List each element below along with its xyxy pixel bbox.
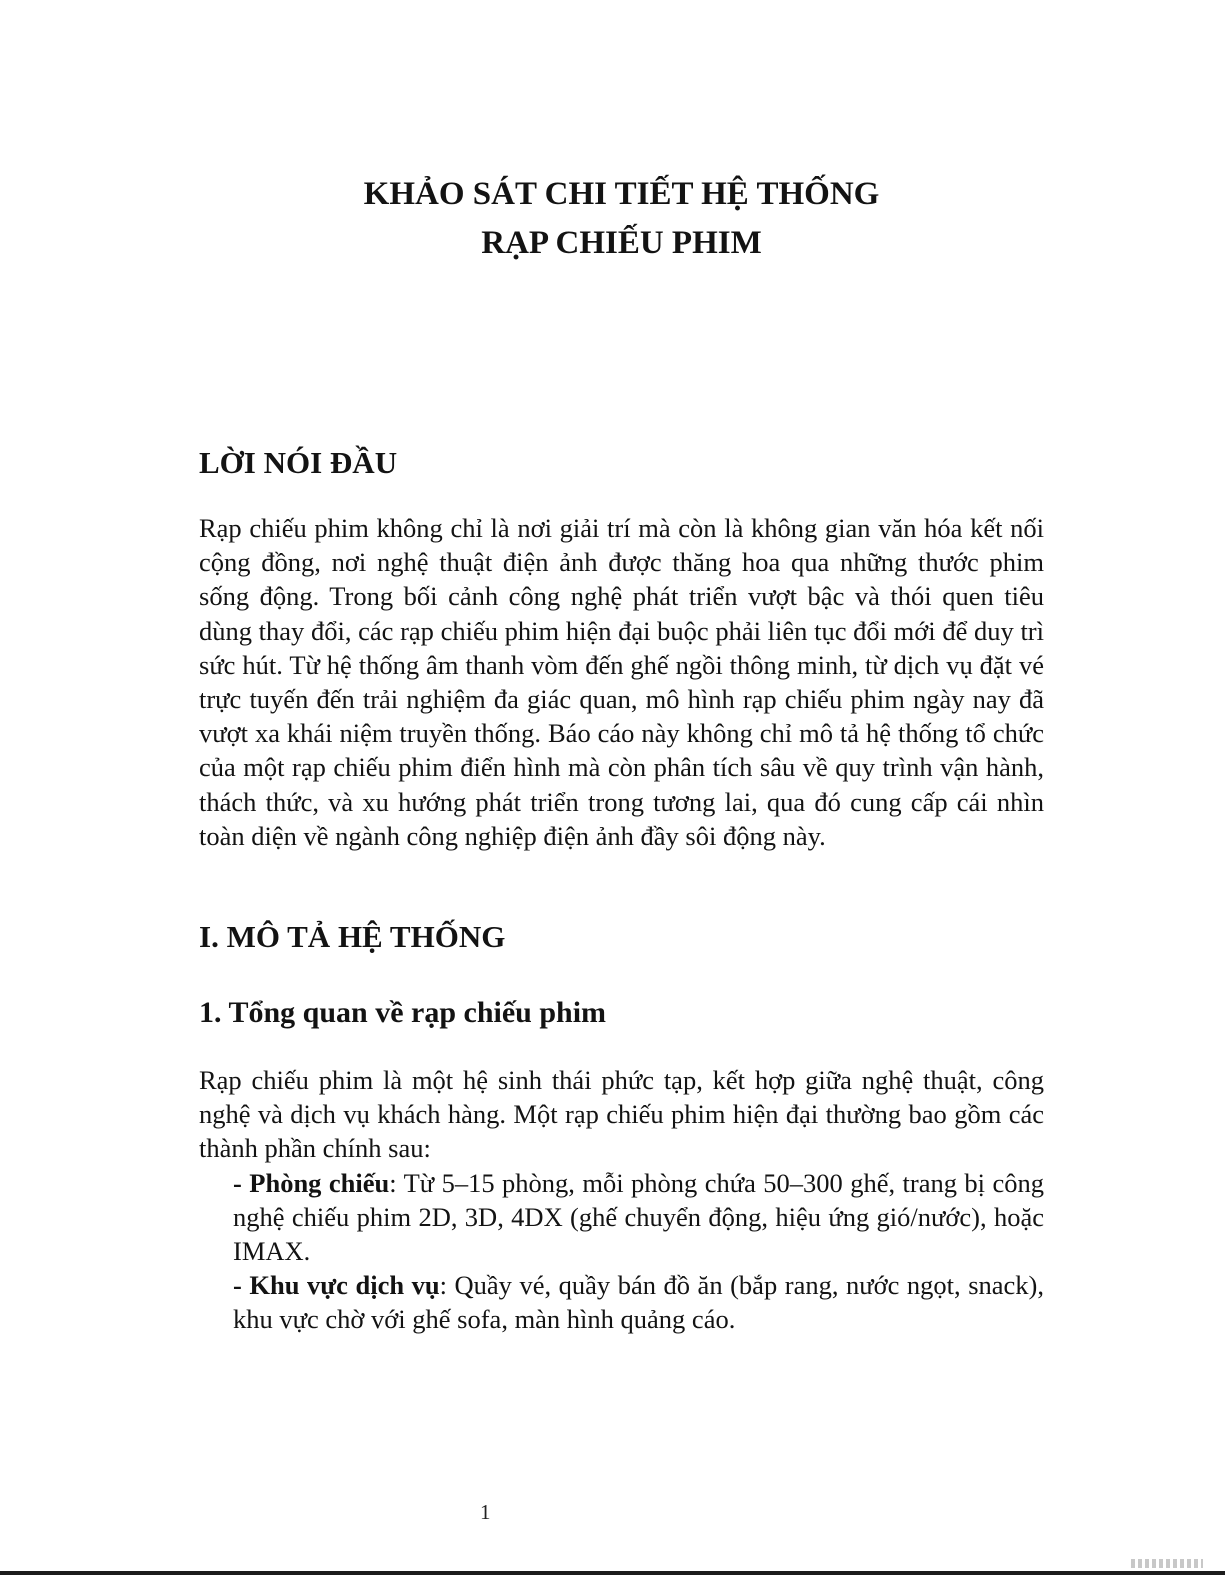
preface-paragraph: Rạp chiếu phim không chỉ là nơi giải trí mà còn là không gian văn hóa kết nối cộng đồng, nơi nghệ thuật điện ảnh được thăng hoa qua những thước phim sống động. Trong bối cảnh công nghệ phát triển vượt bậc và thói quen tiêu dùng thay đổi, các rạp chiếu phim hiện đại buộc phải liên tục đổi mới để duy trì sức hút. Từ hệ thống âm thanh vòm đến ghế ngồi thông minh, từ dịch vụ đặt vé trực tuyến đến trải nghiệm đa giác quan, mô hình rạp chiếu phim ngày nay đã vượt xa khái niệm truyền thống. Báo cáo này không chỉ mô tả hệ thống tổ chức của một rạp chiếu phim điển hình mà còn phân tích sâu về quy trình vận hành, thách thức, và xu hướng phát triển trong tương lai, qua đó cung cấp cái nhìn toàn diện về ngành công nghiệp điện ảnh đầy sôi động này.	[199, 513, 1044, 851]
bullet-item-phong-chieu	[233, 1166, 1044, 1269]
document-title	[199, 170, 1044, 268]
subsection-intro-paragraph: Rạp chiếu phim là một hệ sinh thái phức tạp, kết hợp giữa nghệ thuật, công nghệ và dịch vụ khách hàng. Một rạp chiếu phim hiện đại thường bao gồm các thành phần chính sau:	[199, 1065, 1044, 1164]
page-break-line	[0, 1571, 1225, 1575]
document-title-line1: KHẢO SÁT CHI TIẾT HỆ THỐNG	[363, 176, 880, 212]
subsection-heading: 1. Tổng quan về rạp chiếu phim	[199, 996, 607, 1030]
bullet-item-khu-vuc-dich-vu	[233, 1268, 1044, 1336]
section-heading: I. MÔ TẢ HỆ THỐNG	[199, 919, 506, 955]
bullet-text: : Quầy vé, quầy bán đồ ăn (bắp rang, nước ngọt, snack), khu vực chờ với ghế sofa, màn hình quảng cáo.	[233, 1270, 1044, 1335]
preface-heading: LỜI NÓI ĐẦU	[199, 445, 398, 480]
next-page-artifact	[1131, 1559, 1203, 1568]
document-title-line2: RẠP CHIẾU PHIM	[481, 225, 762, 261]
page-number: 1	[480, 1500, 491, 1524]
bullet-label: - Phòng chiếu	[233, 1167, 390, 1198]
document-content	[199, 0, 1044, 1337]
bullet-label: - Khu vực dịch vụ	[233, 1270, 440, 1301]
bullet-text: : Từ 5–15 phòng, mỗi phòng chứa 50–300 ghế, trang bị công nghệ chiếu phim 2D, 3D, 4DX (ghế chuyển động, hiệu ứng gió/nước), hoặc IMAX.	[233, 1167, 1044, 1267]
